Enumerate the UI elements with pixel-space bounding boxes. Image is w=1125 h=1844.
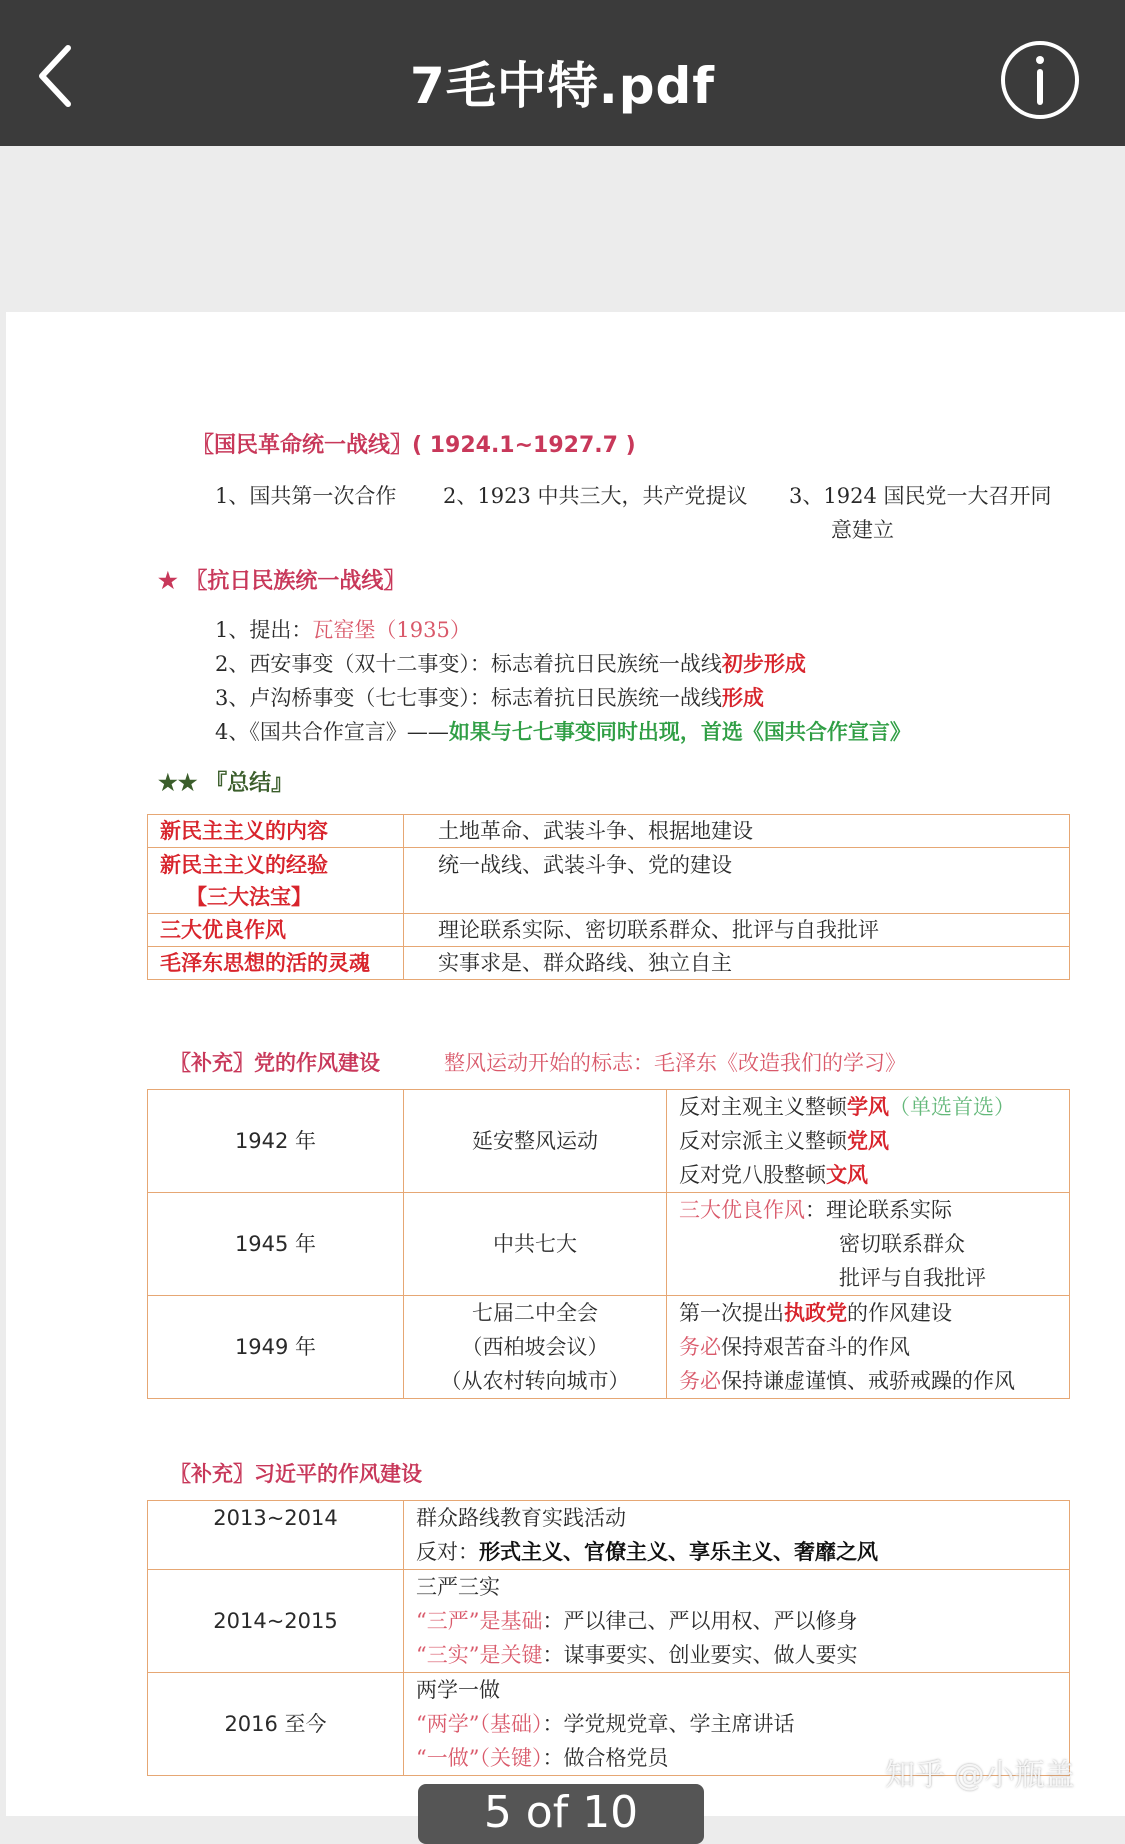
- table-cell: 统一战线、武装斗争、党的建设: [404, 848, 1070, 914]
- table-row: [148, 815, 1070, 848]
- table-row: [148, 1570, 1070, 1673]
- table-cell: 两学一做 “两学”（基础）：学党规党章、学主席讲话 “一做”（关键）：做合格党员: [404, 1673, 1070, 1776]
- table-cell: 理论联系实际、密切联系群众、批评与自我批评: [404, 914, 1070, 947]
- watermark: 知乎 @小瓶盖: [885, 1758, 1075, 1793]
- document-title: 7毛中特.pdf: [409, 57, 716, 115]
- chevron-left-icon: [28, 40, 88, 110]
- table-cell: 毛泽东思想的活的灵魂: [148, 947, 404, 980]
- info-icon: [998, 38, 1082, 122]
- table-cell: 三严三实 “三严”是基础：严以律己、严以用权、严以修身 “三实”是关键：谋事要实、创业要实、做人要实: [404, 1570, 1070, 1673]
- list-item: 4、《国共合作宣言》——如果与七七事变同时出现，首选《国共合作宣言》: [215, 720, 911, 744]
- table-cell: 1942 年: [148, 1090, 404, 1193]
- table-cell: 2016 至今: [148, 1673, 404, 1776]
- list-item: 3、1924 国民党一大召开同: [789, 484, 1052, 508]
- table-row: [148, 1296, 1070, 1399]
- info-button[interactable]: [998, 38, 1082, 122]
- table-row: [148, 1193, 1070, 1296]
- table-cell: 第一次提出执政党的作风建设 务必保持艰苦奋斗的作风 务必保持谦虚谨慎、戒骄戒躁的作风: [667, 1296, 1070, 1399]
- table-cell: 1949 年: [148, 1296, 404, 1399]
- table-cell: 反对主观主义整顿学风（单选首选） 反对宗派主义整顿党风 反对党八股整顿文风: [667, 1090, 1070, 1193]
- section-title-anti-japanese: ★ 〖抗日民族统一战线〗: [158, 568, 406, 594]
- list-item: 1、提出：瓦窑堡（1935）: [215, 618, 471, 642]
- table-cell: 群众路线教育实践活动 反对：形式主义、官僚主义、享乐主义、奢靡之风: [404, 1501, 1070, 1570]
- section-title-summary: ★★ 『总结』: [158, 770, 294, 796]
- table-row: [148, 947, 1070, 980]
- table-cell: 1945 年: [148, 1193, 404, 1296]
- table-cell: 2013~2014: [148, 1501, 404, 1570]
- table-cell: 2014~2015: [148, 1570, 404, 1673]
- table-cell: 土地革命、武装斗争、根据地建设: [404, 815, 1070, 848]
- table-cell: 实事求是、群众路线、独立自主: [404, 947, 1070, 980]
- table-cell: 中共七大: [404, 1193, 667, 1296]
- table-row: [148, 1501, 1070, 1570]
- table-row: [148, 1090, 1070, 1193]
- table-row: [148, 848, 1070, 914]
- pdf-page: [6, 312, 1125, 1816]
- top-navigation-bar: [0, 0, 1125, 146]
- table-cell: 新民主主义的经验 【三大法宝】: [148, 848, 404, 914]
- section-title-national-revolution: 〖国民革命统一战线〗( 1924.1~1927.7 ): [192, 433, 636, 458]
- page-indicator: 5 of 10: [418, 1784, 704, 1844]
- table-cell: 新民主主义的内容: [148, 815, 404, 848]
- table-row: [148, 914, 1070, 947]
- list-item: 2、西安事变（双十二事变）：标志着抗日民族统一战线初步形成: [215, 652, 806, 676]
- list-item-continuation: 意建立: [831, 518, 894, 542]
- table-cell: 三大优良作风：理论联系实际 密切联系群众 批评与自我批评: [667, 1193, 1070, 1296]
- party-style-table: [147, 1089, 1070, 1399]
- table-cell: 延安整风运动: [404, 1090, 667, 1193]
- section-note: 整风运动开始的标志：毛泽东《改造我们的学习》: [444, 1051, 906, 1075]
- list-item: 2、1923 中共三大，共产党提议: [443, 484, 748, 508]
- list-item: 3、卢沟桥事变（七七事变）：标志着抗日民族统一战线形成: [215, 686, 764, 710]
- star-icon: ★: [158, 568, 178, 594]
- section-title-party-style: 〖补充〗党的作风建设: [170, 1051, 380, 1075]
- summary-table: [147, 814, 1070, 980]
- table-cell: 七届二中全会 （西柏坡会议） （从农村转向城市）: [404, 1296, 667, 1399]
- section-title-xi-style: 〖补充〗习近平的作风建设: [170, 1462, 422, 1486]
- list-item: 1、国共第一次合作: [215, 484, 397, 508]
- xi-style-table: [147, 1500, 1070, 1776]
- double-star-icon: ★★: [158, 770, 198, 796]
- back-button[interactable]: [28, 40, 88, 110]
- table-cell: 三大优良作风: [148, 914, 404, 947]
